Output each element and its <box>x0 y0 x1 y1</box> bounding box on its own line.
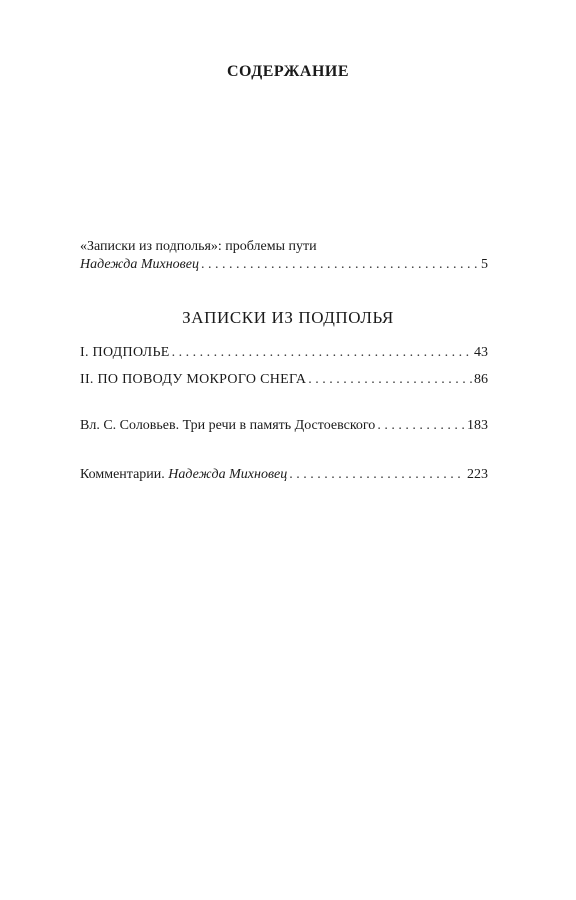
toc-entry-page: 183 <box>467 418 488 433</box>
leader-dots <box>377 417 465 435</box>
leader-dots <box>201 256 479 274</box>
page-title: СОДЕРЖАНИЕ <box>226 63 350 80</box>
toc-entry-part-2[interactable] <box>80 371 488 389</box>
toc-entry-title: I. ПОДПОЛЬЕ <box>80 345 170 360</box>
toc-entry-page: 5 <box>481 257 488 272</box>
toc-entry-author: Надежда Михновец <box>80 257 199 272</box>
leader-dots <box>172 344 472 362</box>
toc-entry-title: «Записки из подполья»: проблемы пути <box>80 239 317 254</box>
toc-entry-intro[interactable] <box>80 238 488 274</box>
toc-entry-comments[interactable] <box>80 466 488 484</box>
toc-entry-title: Вл. С. Соловьев. Три речи в память Достоевского <box>80 418 376 433</box>
section-heading: ЗАПИСКИ ИЗ ПОДПОЛЬЯ <box>182 308 394 327</box>
toc-entry-page: 223 <box>467 467 488 482</box>
toc-entry-row <box>80 256 488 274</box>
toc-entry-row <box>80 344 488 362</box>
toc-entry-part-1[interactable] <box>80 344 488 362</box>
toc-entry-row <box>80 417 488 435</box>
leader-dots <box>308 371 472 389</box>
toc-entry-title: Комментарии. <box>80 467 169 482</box>
toc-entry-author: Надежда Михновец <box>168 467 288 482</box>
toc-entry-title-wrap <box>80 466 287 484</box>
toc-entry-row <box>80 371 488 389</box>
toc-entry-row <box>80 466 488 484</box>
toc-entry-title: II. ПО ПОВОДУ МОКРОГО СНЕГА <box>80 372 307 387</box>
toc-entry-page: 43 <box>474 345 488 360</box>
leader-dots <box>289 466 465 484</box>
toc-entry-soloviev[interactable] <box>80 417 488 435</box>
toc-entry-page: 86 <box>474 372 488 387</box>
